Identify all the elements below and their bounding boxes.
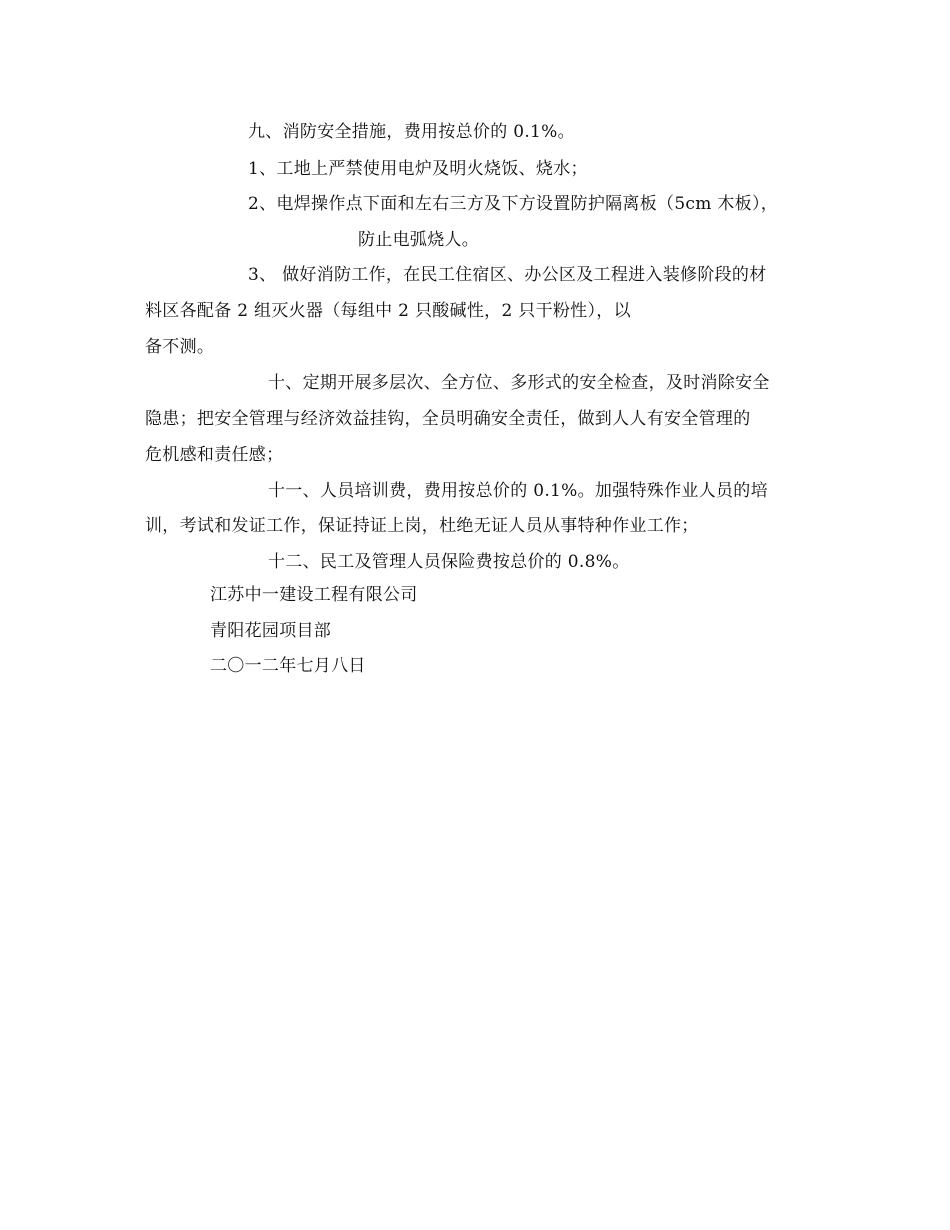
- signature-department: 青阳花园项目部: [210, 621, 332, 641]
- section-11: 十一、人员培训费，费用按总价的 0.1%。加强特殊作业人员的培: [268, 481, 768, 501]
- signature-company: 江苏中一建设工程有限公司: [210, 585, 418, 605]
- item-2: 2、电焊操作点下面和左右三方及下方设置防护隔离板（5cm 木板），: [248, 194, 779, 214]
- item-3-line-3: 备不测。: [145, 337, 215, 357]
- item-2-continued: 防止电弧烧人。: [358, 230, 480, 250]
- section-10: 十、定期开展多层次、全方位、多形式的安全检查，及时消除安全: [268, 373, 770, 393]
- section-11-line-2: 训，考试和发证工作，保证持证上岗，杜绝无证人员从事特种作业工作；: [145, 516, 699, 536]
- item-3: 3、 做好消防工作，在民工住宿区、办公区及工程进入装修阶段的材: [248, 265, 767, 285]
- section-10-line-2: 隐患；把安全管理与经济效益挂钩，全员明确安全责任，做到人人有安全管理的: [145, 409, 751, 429]
- section-9-heading: 九、消防安全措施，费用按总价的 0.1%。: [248, 122, 575, 142]
- item-3-line-2: 料区各配备 2 组灭火器（每组中 2 只酸碱性，2 只干粉性），以: [145, 301, 631, 321]
- signature-date: 二〇一二年七月八日: [210, 656, 366, 676]
- section-12: 十二、民工及管理人员保险费按总价的 0.8%。: [268, 552, 630, 572]
- item-1: 1、工地上严禁使用电炉及明火烧饭、烧水；: [248, 159, 588, 179]
- section-10-line-3: 危机感和责任感；: [145, 445, 284, 465]
